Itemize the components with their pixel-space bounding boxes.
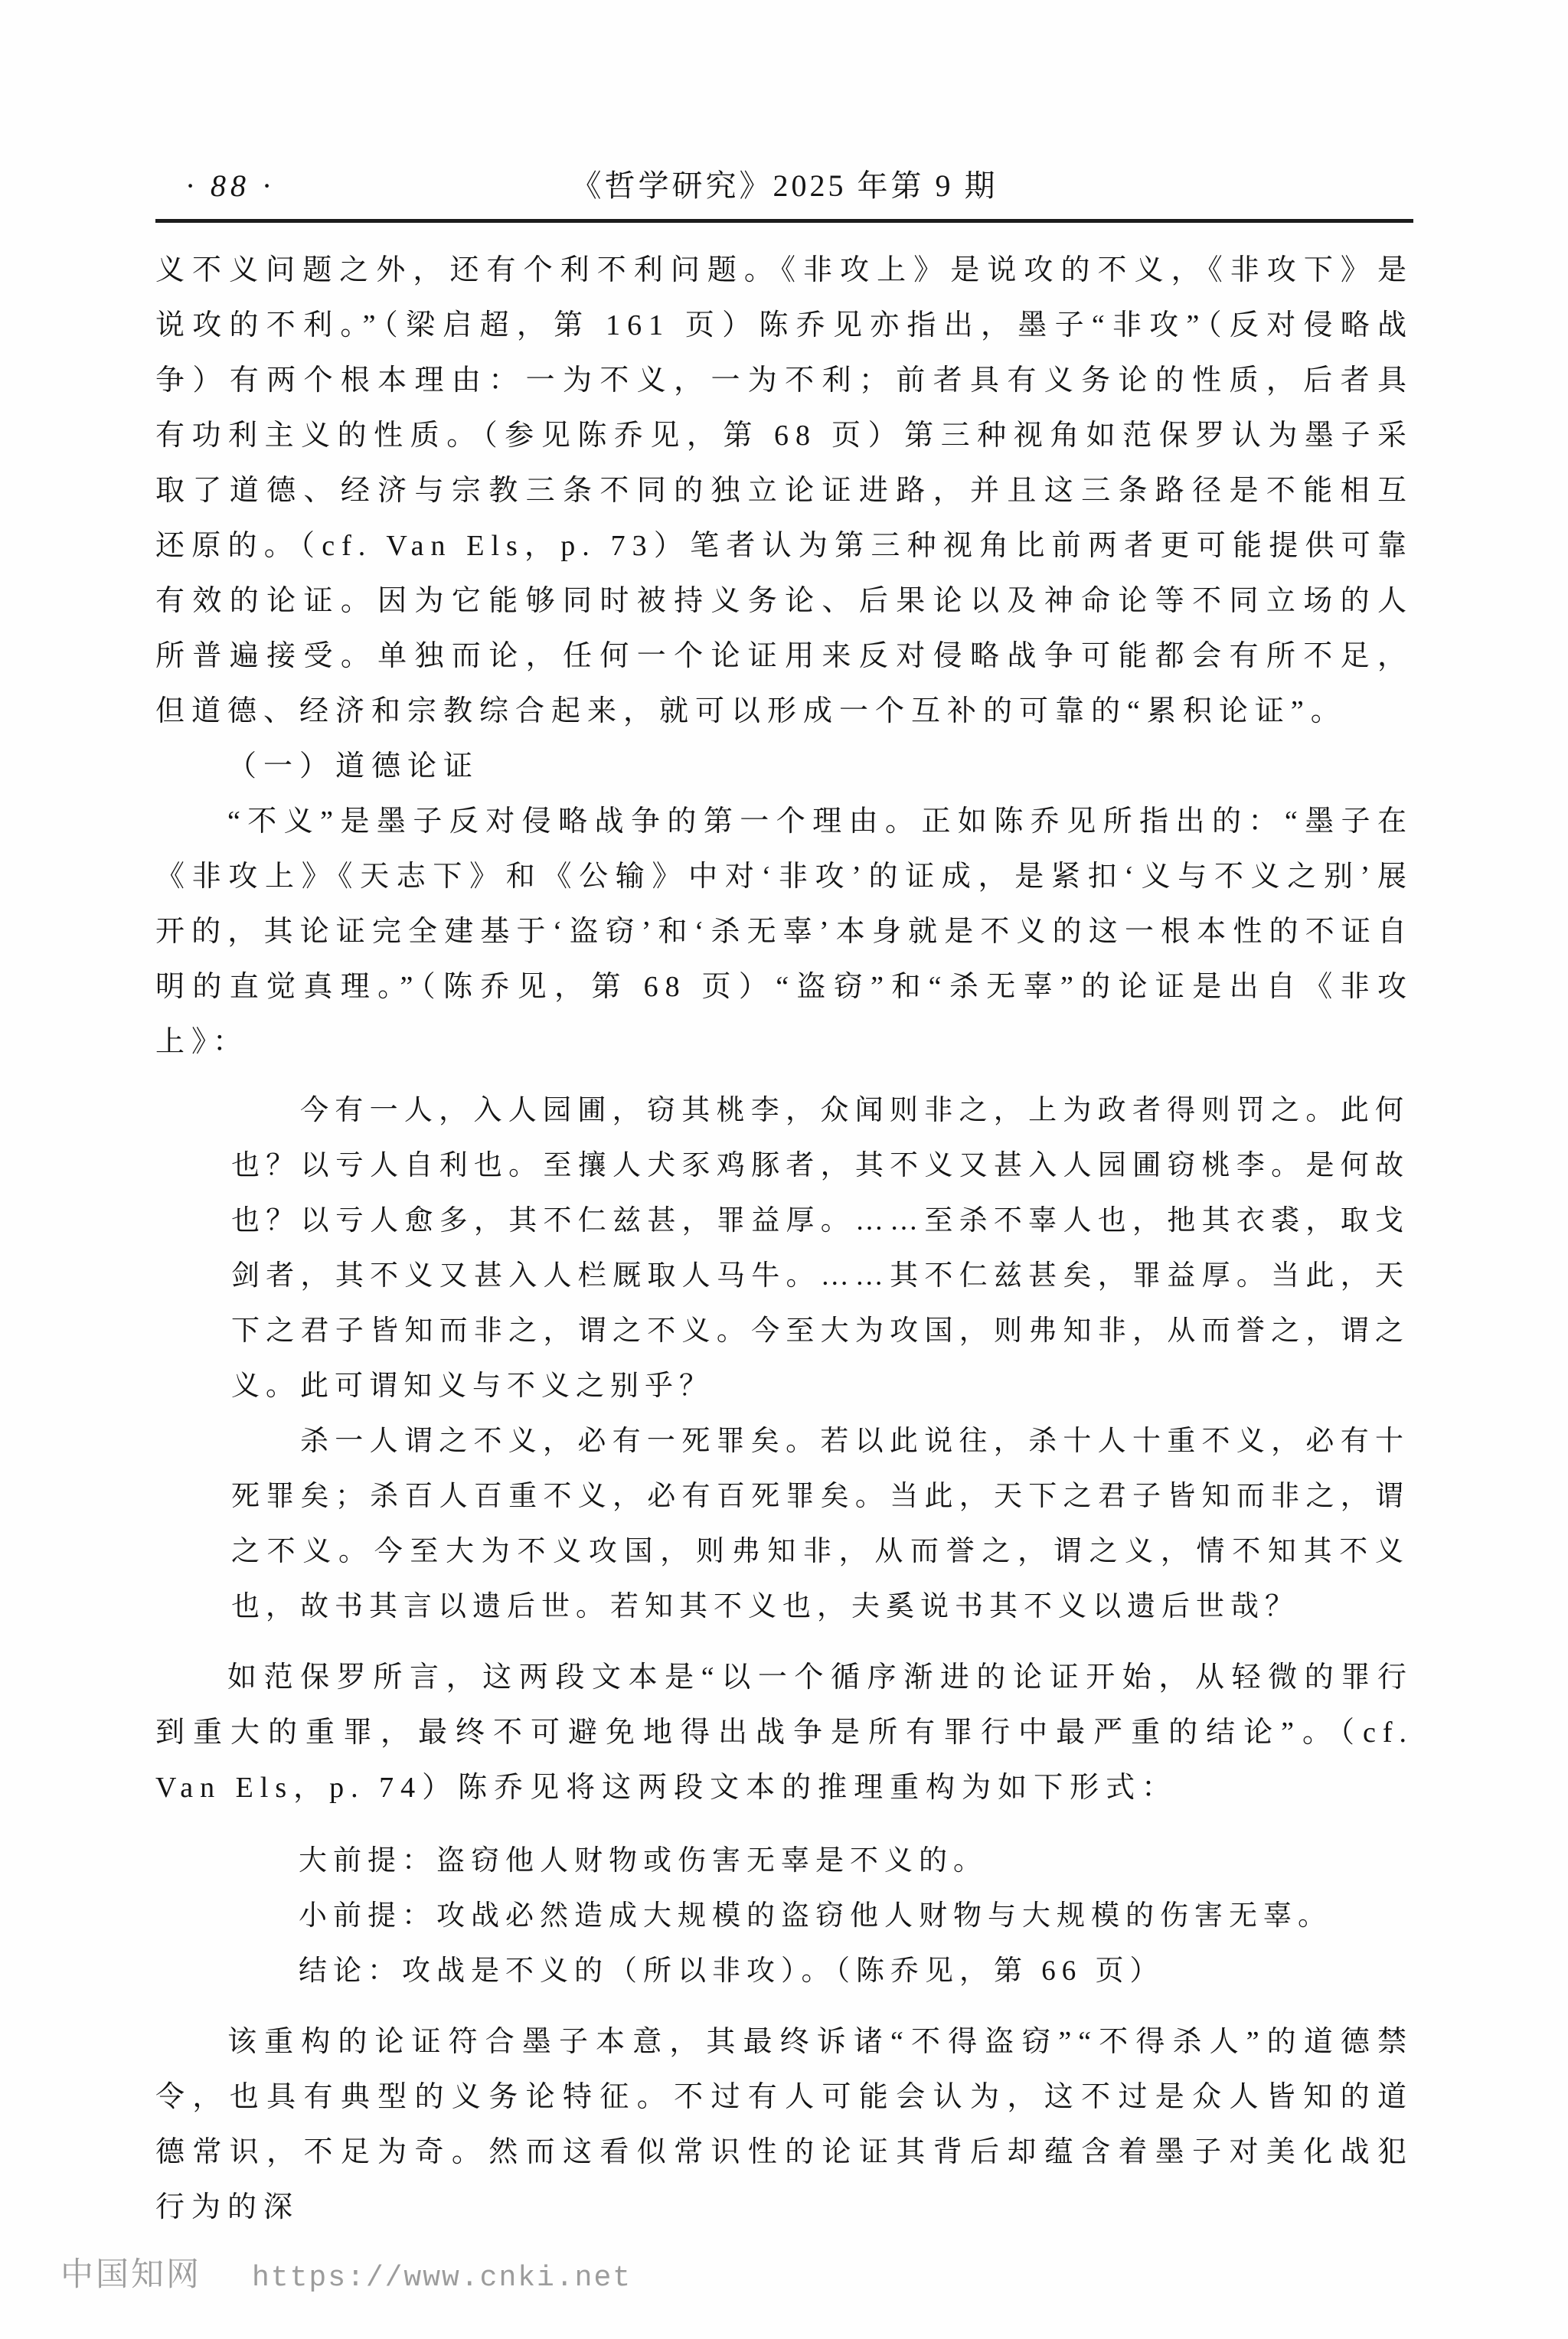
page-number: · 88 · [186,168,275,203]
syllogism-block [299,1834,1413,1999]
quote-paragraph-2: 杀一人谓之不义，必有一死罪矣。若以此说往，杀十人十重不义，必有十死罪矣；杀百人百重不义，必有百死罪矣。当此，天下之君子皆知而非之，谓之不义。今至大为不义攻国，则弗知非，从而誉之，谓之义，情不知其不义也，故书其言以遗后世。若知其不义也，夫奚说书其不义以遗后世哉？ [231,1426,1410,1622]
cnki-watermark-name: 中国知网 [60,2257,201,2293]
paragraph-opening: 义不义问题之外，还有个利不利问题。《非攻上》是说攻的不义，《非攻下》是说攻的不利。”（梁启超，第 161 页）陈乔见亦指出，墨子“非攻”（反对侵略战争）有两个根本理由：一为不义，一为不利；前者具有义务论的性质，后者具有功利主义的性质。（参见陈乔见，第 68 页）第三种视角如范保罗认为墨子采取了道德、经济与宗教三条不同的独立论证进路，并且这三条路径是不能相互还原的。（cf. Van Els，p. 73）笔者认为第三种视角比前两者更可能提供可靠有效的论证。因为它能够同时被持义务论、后果论以及神命论等不同立场的人所普遍接受。单独而论，任何一个论证用来反对侵略战争可能都会有所不足，但道德、经济和宗教综合起来，就可以形成一个互补的可靠的“累积论证”。 [155,254,1413,727]
header-rule [155,219,1413,223]
article-body [155,243,1413,2235]
blockquote-feigong-passage [231,1083,1410,1635]
paragraph-closing: 该重构的论证符合墨子本意，其最终诉诸“不得盗窃”“不得杀人”的道德禁令，也具有典型的义务论特征。不过有人可能会认为，这不过是众人皆知的道德常识，不足为奇。然而这看似常识性的论证其背后却蕴含着墨子对美化战犯行为的深 [155,2026,1413,2223]
paragraph-moral-argument: “不义”是墨子反对侵略战争的第一个理由。正如陈乔见所指出的：“墨子在《非攻上》《天志下》和《公输》中对‘非攻’的证成，是紧扣‘义与不义之别’展开的，其论证完全建基于‘盗窃’和‘杀无辜’本身就是不义的这一根本性的不证自明的直觉真理。”（陈乔见，第 68 页）“盗窃”和“杀无辜”的论证是出自《非攻上》： [155,805,1413,1058]
page-header [155,164,1413,208]
syllogism-conclusion: 结论：攻战是不义的（所以非攻）。（陈乔见，第 66 页） [299,1955,1165,1987]
journal-issue-title: 《哲学研究》2025 年第 9 期 [570,168,998,203]
cnki-watermark [60,2252,632,2305]
quote-paragraph-1: 今有一人，入人园圃，窃其桃李，众闻则非之，上为政者得则罚之。此何也？以亏人自利也。至攘人犬豕鸡豚者，其不义又甚入人园圃窃桃李。是何故也？以亏人愈多，其不仁兹甚，罪益厚。……至杀不辜人也，扡其衣裘，取戈剑者，其不义又甚入人栏厩取人马牛。……其不仁兹甚矣，罪益厚。当此，天下之君子皆知而非之，谓之不义。今至大为攻国，则弗知非，从而誉之，谓之义。此可谓知义与不义之别乎？ [231,1095,1410,1402]
section-heading: （一）道德论证 [227,750,480,782]
paragraph-reconstruction: 如范保罗所言，这两段文本是“以一个循序渐进的论证开始，从轻微的罪行到重大的重罪，最终不可避免地得出战争是所有罪行中最严重的结论”。（cf. Van Els，p. 74）陈乔见将这两段文本的推理重构为如下形式： [155,1661,1413,1804]
syllogism-minor-premise: 小前提：攻战必然造成大规模的盗窃他人财物与大规模的伤害无辜。 [299,1900,1332,1932]
cnki-watermark-url: https://www.cnki.net [252,2262,632,2295]
syllogism-major-premise: 大前提：盗窃他人财物或伤害无辜是不义的。 [299,1845,988,1877]
